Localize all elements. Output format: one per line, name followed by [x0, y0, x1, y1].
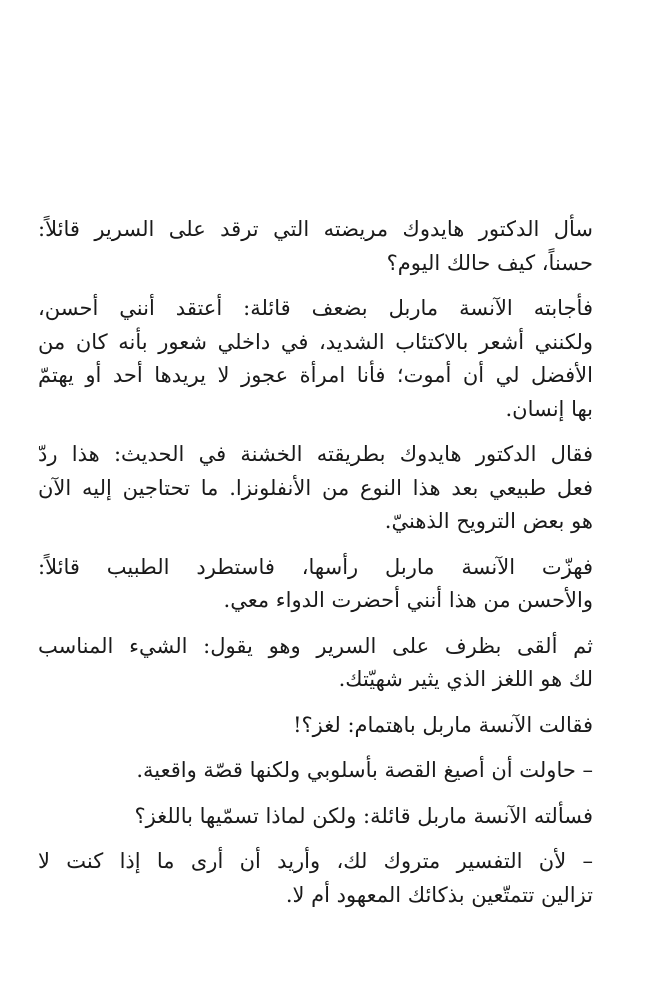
page-body-text	[38, 213, 593, 924]
text-line: – حاولت أن أصيغ القصة بأسلوبي ولكنها قصّة واقعية.	[136, 758, 593, 782]
text-line: فأجابته الآنسة ماربل بضعف قائلة: أعتقد أنني أحسن،	[38, 296, 593, 320]
text-line: ولكنني أشعر بالاكتئاب الشديد، في داخلي شعور بأنه كان من	[38, 329, 593, 354]
text-line: تزالين تتمتّعين بذكائك المعهود أم لا.	[285, 882, 593, 907]
paragraph-7	[38, 754, 593, 788]
paragraph-3	[38, 438, 593, 539]
text-line: والأحسن من هذا أنني أحضرت الدواء معي.	[223, 588, 593, 612]
paragraph-5	[38, 630, 593, 697]
text-line: سأل الدكتور هايدوك مريضته التي ترقد على السرير قائلاً:	[38, 217, 593, 241]
text-line: بها إنسان.	[505, 396, 593, 421]
paragraph-8	[38, 800, 593, 834]
text-line: الأفضل لي أن أموت؛ فأنا امرأة عجوز لا يريدها أحد أو يهتمّ	[38, 363, 593, 387]
text-line: هو بعض الترويح الذهنيّ.	[384, 509, 593, 533]
paragraph-4	[38, 551, 593, 618]
text-line: فعل طبيعي بعد هذا النوع من الأنفلونزا. ما تحتاجين إليه الآن	[38, 475, 593, 500]
text-line: فقالت الآنسة ماربل باهتمام: لغز؟!	[293, 712, 593, 737]
text-line: حسناً، كيف حالك اليوم؟	[386, 250, 593, 275]
paragraph-2	[38, 292, 593, 426]
paragraph-1	[38, 213, 593, 280]
text-line: فهزّت الآنسة ماربل رأسها، فاستطرد الطبيب قائلاً:	[38, 554, 593, 579]
text-line: ثم ألقى بظرف على السرير وهو يقول: الشيء المناسب	[38, 633, 593, 658]
text-line: – لأن التفسير متروك لك، وأريد أن أرى ما إذا كنت لا	[38, 849, 593, 873]
text-line: لك هو اللغز الذي يثير شهيّتك.	[338, 667, 593, 691]
text-line: فقال الدكتور هايدوك بطريقته الخشنة في الحديث: هذا ردّ	[38, 442, 593, 466]
paragraph-9	[38, 845, 593, 912]
paragraph-6	[38, 709, 593, 743]
text-line: فسألته الآنسة ماربل قائلة: ولكن لماذا تسمّيها باللغز؟	[134, 803, 593, 828]
